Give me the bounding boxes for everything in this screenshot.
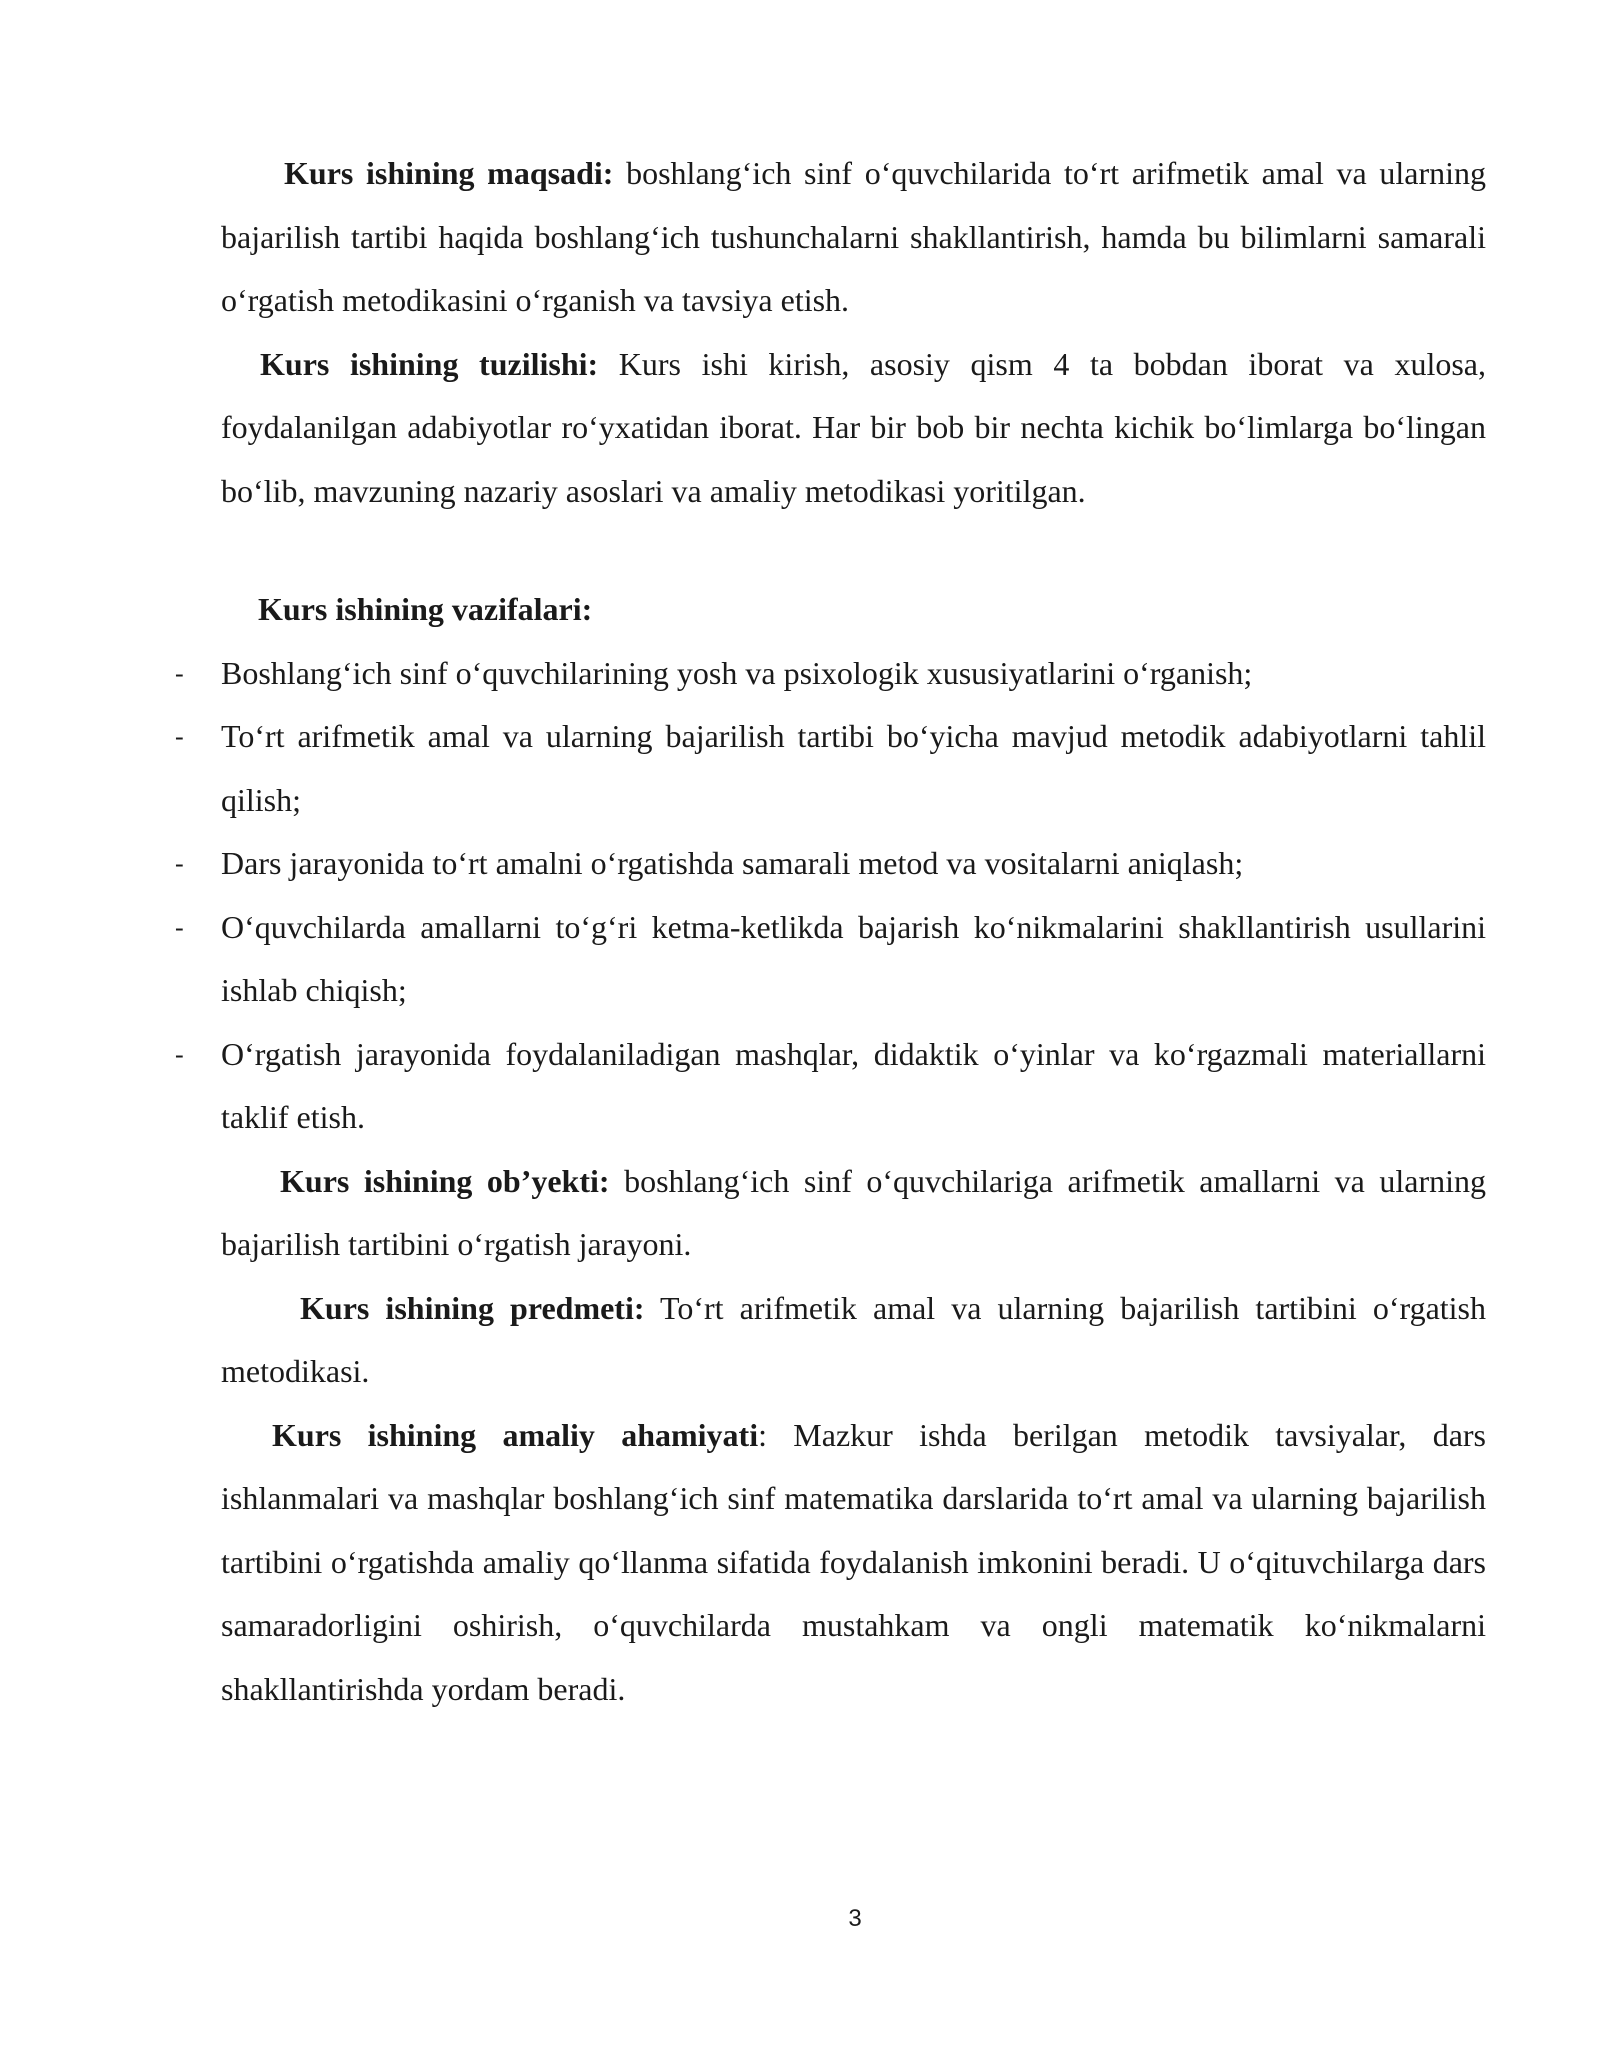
- bullet-dash: -: [175, 912, 184, 942]
- list-item-text: O‘rgatish jarayonida foydalaniladigan mashqlar, didaktik o‘yinlar va ko‘rgazmali materiallarni taklif etish.: [221, 1035, 1486, 1135]
- tasks-list: [175, 642, 1486, 1150]
- list-item: [175, 896, 1486, 1023]
- paragraph-text: : Mazkur ishda berilgan metodik tavsiyalar, dars ishlanmalari va mashqlar boshlang‘ich sinf matematika darslarida to‘rt amal va ularning bajarilish tartibini o‘rgatishda amaliy qo‘llanma sifatida foydalanish imkonini beradi. U o‘qituvchilarga dars samaradorligini oshirish, o‘quvchilarda mustahkam va ongli matematik ko‘nikmalarni shakllantirishda yordam beradi.: [221, 1416, 1486, 1707]
- paragraph-ahamiyati: [221, 1404, 1486, 1722]
- paragraph-label: Kurs ishining maqsadi:: [284, 155, 614, 191]
- paragraph-tuzilishi: [221, 333, 1486, 524]
- paragraph-text: Kurs ishi kirish, asosiy qism 4 ta bobdan iborat va xulosa, foydalanilgan adabiyotlar ro‘yxatidan iborat. Har bir bob bir nechta kichik bo‘limlarga bo‘lingan bo‘lib, mavzuning nazariy asoslari va amaliy metodikasi yoritilgan.: [221, 345, 1487, 509]
- tasks-heading: Kurs ishining vazifalari:: [258, 591, 593, 627]
- paragraph-text: boshlang‘ich sinf o‘quvchilarida to‘rt arifmetik amal va ularning bajarilish tartibi haqida boshlang‘ich tushunchalarni shakllantirish, hamda bu bilimlarni samarali o‘rgatish metodikasini o‘rganish va tavsiya etish.: [221, 155, 1487, 318]
- paragraph-label: Kurs ishining predmeti:: [300, 1289, 645, 1326]
- bullet-dash: -: [175, 722, 184, 751]
- bullet-dash: -: [175, 1039, 184, 1069]
- list-item: [175, 832, 1486, 896]
- paragraph-label: Kurs ishining ob’yekti:: [280, 1162, 610, 1199]
- list-item-text: To‘rt arifmetik amal va ularning bajarilish tartibi bo‘yicha mavjud metodik adabiyotlarni tahlil qilish;: [221, 718, 1486, 818]
- bullet-dash: -: [175, 849, 184, 878]
- paragraph-text: boshlang‘ich sinf o‘quvchilariga arifmetik amallarni va ularning bajarilish tartibini o‘rgatish jarayoni.: [221, 1162, 1486, 1262]
- list-item: [175, 705, 1486, 832]
- paragraph-maqsadi: [221, 142, 1486, 333]
- paragraph-obyekti: [221, 1150, 1486, 1277]
- bullet-dash: -: [175, 658, 184, 688]
- page-number: 3: [848, 1905, 862, 1932]
- paragraph-label: Kurs ishining amaliy ahamiyati: [272, 1416, 759, 1453]
- paragraph-label: Kurs ishining tuzilishi:: [260, 345, 599, 382]
- list-item-text: Boshlang‘ich sinf o‘quvchilarining yosh va psixologik xususiyatlarini o‘rganish;: [221, 654, 1253, 691]
- list-item-text: Dars jarayonida to‘rt amalni o‘rgatishda samarali metod va vositalarni aniqlash;: [221, 845, 1244, 881]
- paragraph-text: To‘rt arifmetik amal va ularning bajarilish tartibini o‘rgatish metodikasi.: [221, 1289, 1487, 1389]
- list-item: [175, 642, 1486, 706]
- page-content: [175, 142, 1487, 1721]
- list-item: [175, 1023, 1486, 1150]
- paragraph-predmeti: [221, 1277, 1486, 1404]
- list-item-text: O‘quvchilarda amallarni to‘g‘ri ketma-ketlikda bajarish ko‘nikmalarini shakllantirish usullarini ishlab chiqish;: [221, 908, 1486, 1008]
